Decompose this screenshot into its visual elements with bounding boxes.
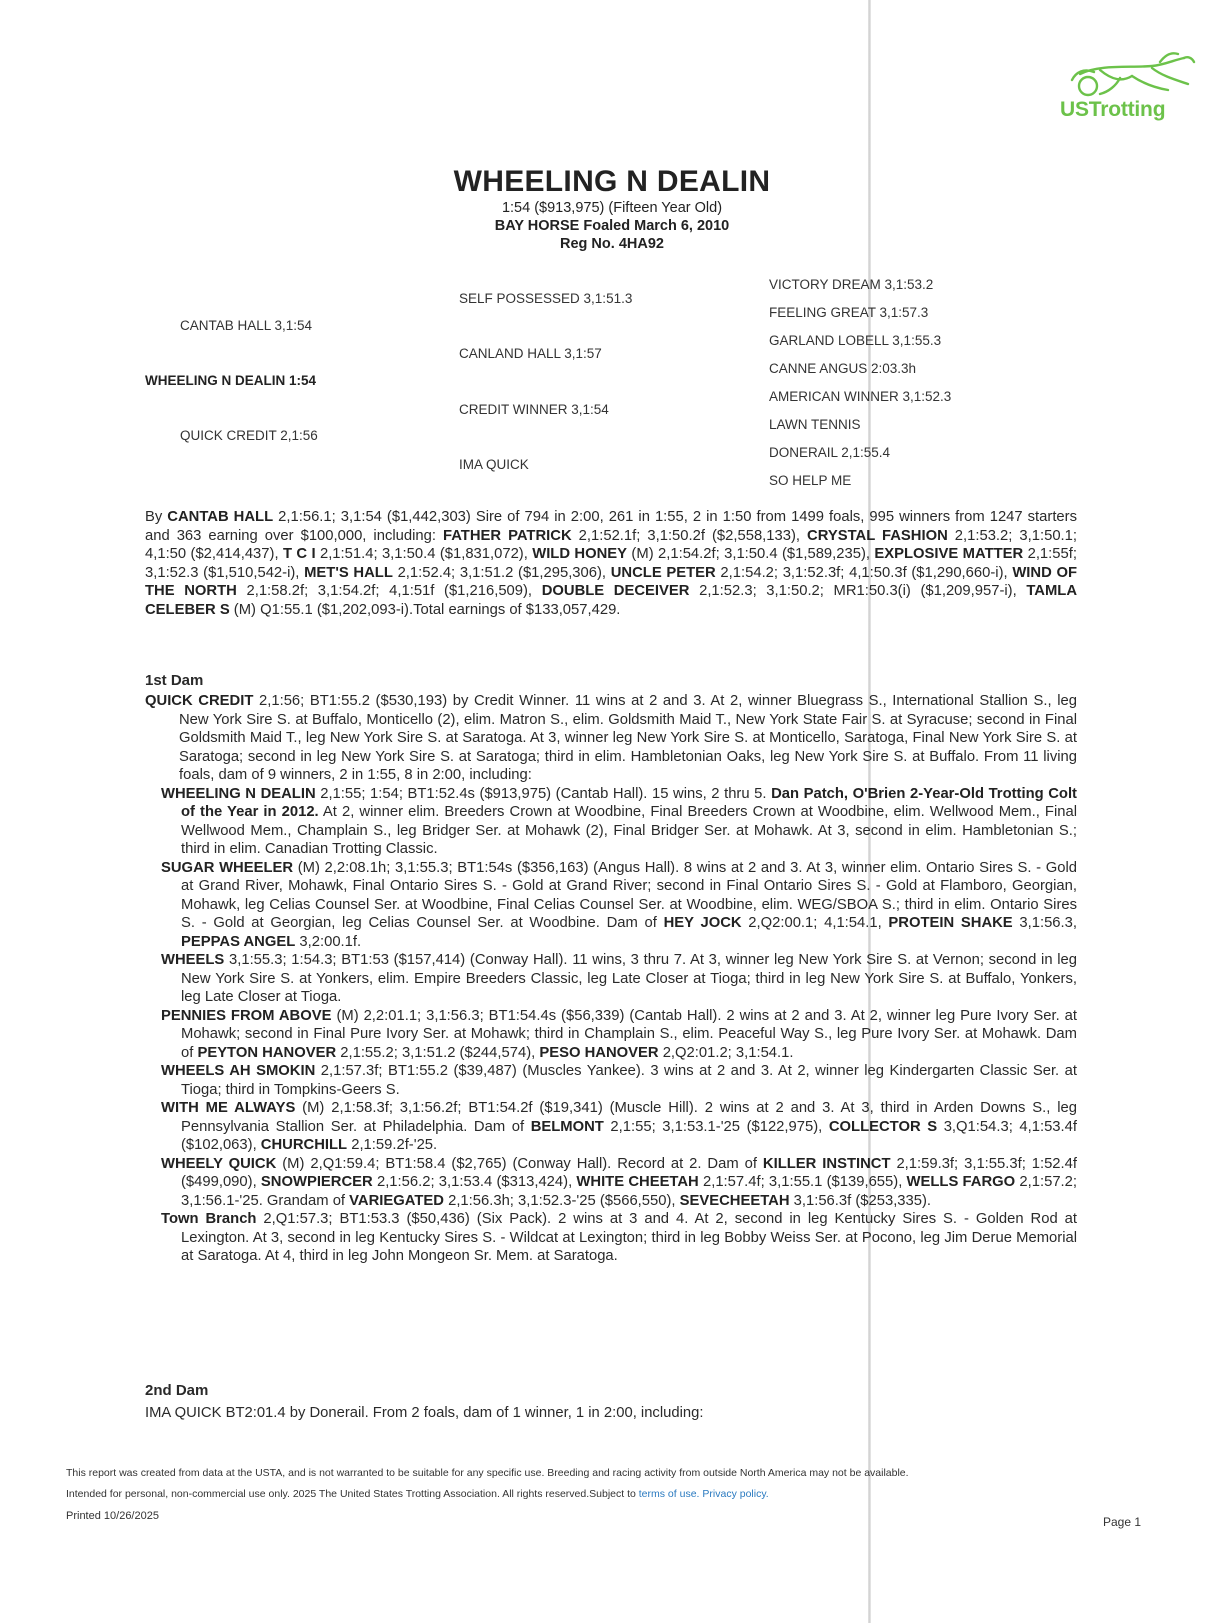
text: 2,1:56; BT1:55.2 ($530,193) by Credit Winner. 11 wins at 2 and 3. At 2, winner Bluegrass S., International Stallion S., leg New York Sire S. at Buffalo, Monticello (2), elim. Matron S., elim. Goldsmith Maid T., New York State Fair S. at Syracuse; second in Final Goldsmith Maid T., leg New York Sire S. at Saratoga. At 3, winner leg New York Sire S. at Monticello, Saratoga, Final New York Sire S. at Saratoga; second in leg New York Sire S. at Saratoga; third in elim. Hambletonian Oaks, leg New York Sire S. at Buffalo. From 11 living foals, dam of 9 winners, 2 in 1:55, 8 in 2:00, including: <box>179 693 1077 783</box>
text: By <box>145 509 168 525</box>
printed-date: Printed 10/26/2025 <box>66 1510 159 1522</box>
copyright-text: Intended for personal, non-commercial use only. 2025 The United States Trotting Association. All rights reserved.Subject to <box>66 1488 639 1500</box>
second-dam-paragraph: IMA QUICK BT2:01.4 by Donerail. From 2 foals, dam of 1 winner, 1 in 2:00, including: <box>145 1405 704 1421</box>
horse-name: HEY JOCK <box>663 915 742 931</box>
text: 2,1:55; 1:54; BT1:52.4s ($913,975) (Cantab Hall). 15 wins, 2 thru 5. <box>315 785 772 802</box>
text: 3,1:55.3; 1:54.3; BT1:53 ($157,414) (Conway Hall). 11 wins, 3 thru 7. At 3, winner leg New York Sire S. at Vernon; second in leg New York Sire S. at Yonkers, elim. Empire Breeders Classic, leg Late Closer at Tioga; third in leg New York Sire S. at Buffalo, Yonkers, leg Late Closer at Tioga. <box>181 952 1077 1005</box>
horse-name: WHEELY QUICK <box>161 1155 277 1172</box>
foal-entry <box>161 859 1077 952</box>
text: 2,1:55f; 3,1:52.3 ($1,510,542-i), <box>145 546 1077 581</box>
text: 2,1:57.2; 3,1:56.1-'25. Grandam of <box>181 1174 1078 1209</box>
horse-name: WILD HONEY <box>532 546 628 562</box>
text: 2,1:52.4; 3,1:51.2 ($1,295,306), <box>392 564 611 581</box>
horse-title: WHEELING N DEALIN <box>453 165 771 198</box>
horse-name: CANTAB HALL <box>167 509 274 525</box>
horse-name: DOUBLE DECEIVER <box>541 583 690 599</box>
horse-name: CHURCHILL <box>260 1137 348 1153</box>
horse-name: T C I <box>282 546 316 562</box>
copyright-line <box>66 1488 769 1500</box>
report-header <box>0 165 1224 253</box>
award-text: Dan Patch, O'Brien 2-Year-Old Trotting Colt of the Year in 2012. <box>181 785 1077 820</box>
description-line: BAY HORSE Foaled March 6, 2010 <box>494 218 730 234</box>
text: 2,1:58.2f; 3,1:54.2f; 4,1:51f ($1,216,509), <box>236 583 542 599</box>
terms-of-use-link[interactable]: terms of use. <box>638 1488 700 1500</box>
horse-name: COLLECTOR S <box>828 1118 938 1135</box>
text: 2,1:57.4f; 3,1:55.1 ($139,655), <box>698 1174 907 1190</box>
foal-entry <box>161 785 1077 859</box>
text: 3,1:56.3, <box>1012 915 1077 931</box>
text: 3,Q1:54.3; 4,1:53.4f ($102,063), <box>181 1118 1077 1153</box>
horse-name: CRYSTAL FASHION <box>807 527 948 544</box>
pedigree-dam: QUICK CREDIT 2,1:56 <box>180 428 318 443</box>
horse-name: WITH ME ALWAYS <box>161 1100 296 1116</box>
text: 2,1:55; 3,1:53.1-'25 ($122,975), <box>603 1118 829 1135</box>
pedigree-dam-dam: IMA QUICK <box>459 457 529 472</box>
second-dam-heading: 2nd Dam <box>145 1382 209 1399</box>
horse-name: KILLER INSTINCT <box>762 1155 891 1172</box>
horse-name: WHITE CHEETAH <box>576 1174 699 1190</box>
foal-entry <box>161 1062 1077 1099</box>
first-dam-section <box>145 692 1077 1266</box>
text: 2,1:59.3f; 3,1:55.3f; 1:52.4f ($499,090), <box>181 1155 1077 1190</box>
horse-name: WHEELING N DEALIN <box>161 785 316 802</box>
text: 2,1:56.1; 3,1:54 ($1,442,303) Sire of 794 in 2:00, 261 in 1:55, 2 in 1:50 from 1499 foals, 995 winners from 1247 starters and 363 earning over $100,000, including: <box>145 509 1077 544</box>
text: (M) 2,1:58.3f; 3,1:56.2f; BT1:54.2f ($19,341) (Muscle Hill). 2 wins at 2 and 3. At 3, third in Arden Downs S., leg Pennsylvania Stallion Ser. at Philadelphia. Dam of <box>181 1100 1077 1135</box>
text: (M) 2,1:54.2f; 3,1:50.4 ($1,589,235), <box>627 546 875 562</box>
pedigree-ssd: FEELING GREAT 3,1:57.3 <box>769 305 929 320</box>
horse-name: QUICK CREDIT <box>145 693 254 709</box>
privacy-policy-link[interactable]: Privacy policy. <box>702 1488 769 1500</box>
pedigree-sss: VICTORY DREAM 3,1:53.2 <box>769 277 934 292</box>
page-number: Page 1 <box>1103 1515 1142 1529</box>
foal-entry <box>161 1099 1077 1155</box>
text: 2,1:56.2; 3,1:53.4 ($313,424), <box>372 1174 577 1190</box>
pedigree-dam-sire: CREDIT WINNER 3,1:54 <box>459 402 609 417</box>
text: (M) 2,2:08.1h; 3,1:55.3; BT1:54s ($356,163) (Angus Hall). 8 wins at 2 and 3. At 3, winner elim. Ontario Sires S. - Gold at Grand River, Mohawk, Final Ontario Sires S. - Gold at Grand River; second in Final Ontario Sires S. - Gold at Flamboro, Georgian, Mohawk, leg Celias Counsel Ser. at Woodbine, Final Celias Counsel Ser. at Woodbine, elim. WEG/SBOA S.; third in elim. Ontario Sires S. - Gold at Georgian, leg Celias Counsel Ser. at Woodbine. Dam of <box>181 859 1077 931</box>
text: 2,Q2:01.2; 3,1:54.1. <box>658 1044 794 1061</box>
horse-name: PEYTON HANOVER <box>197 1044 337 1061</box>
pedigree-subject: WHEELING N DEALIN 1:54 <box>145 373 317 388</box>
text: At 2, winner elim. Breeders Crown at Woodbine, Final Breeders Crown at Woodbine, elim. Wellwood Mem., Final Wellwood Mem., Champlain S., leg Bridger Ser. at Mohawk (2), Final Bridger Ser. at Mohawk. At 3, second in elim. Hambletonian S.; third in elim. Canadian Trotting Classic. <box>181 804 1077 857</box>
registration-line: Reg No. 4HA92 <box>560 236 664 252</box>
horse-name: VARIEGATED <box>349 1192 444 1209</box>
text: 3,2:00.1f. <box>295 933 362 950</box>
sire-paragraph <box>145 508 1077 619</box>
pedigree-dss: AMERICAN WINNER 3,1:52.3 <box>769 389 952 404</box>
text: 2,1:54.2; 3,1:52.3f; 4,1:50.3f ($1,290,660-i), <box>715 564 1013 581</box>
horse-name: BELMONT <box>530 1118 604 1135</box>
pedigree-sire-sire: SELF POSSESSED 3,1:51.3 <box>459 291 633 306</box>
text: 2,Q2:00.1; 4,1:54.1, <box>741 915 889 931</box>
horse-name: SUGAR WHEELER <box>161 859 294 876</box>
text: 2,1:55.2; 3,1:51.2 ($244,574), <box>336 1044 540 1061</box>
text: 3,1:56.3f ($253,335). <box>789 1192 932 1209</box>
horse-name: SEVECHEETAH <box>679 1192 790 1209</box>
horse-name: WHEELS <box>161 952 225 968</box>
pedigree-sire: CANTAB HALL 3,1:54 <box>180 318 313 333</box>
horse-name: Town Branch <box>161 1211 257 1227</box>
text: (M) 2,Q1:59.4; BT1:58.4 ($2,765) (Conway Hall). Record at 2. Dam of <box>276 1155 763 1172</box>
horse-name: TAMLA CELEBER S <box>145 583 1078 618</box>
pedigree-ddd: SO HELP ME <box>769 473 852 488</box>
horse-name: WELLS FARGO <box>906 1174 1016 1190</box>
text: (M) 2,2:01.1; 3,1:56.3; BT1:54.4s ($56,339) (Cantab Hall). 2 wins at 2 and 3. At 2, winner leg Pure Ivory Ser. at Mohawk; second in Final Pure Ivory Ser. at Mohawk; third in Champlain S., elim. Peaceful Way S., leg Pure Ivory Ser. at Mohawk. Dam of <box>181 1007 1077 1061</box>
pedigree-sds: GARLAND LOBELL 3,1:55.3 <box>769 333 942 348</box>
horse-name: PENNIES FROM ABOVE <box>161 1007 332 1024</box>
horse-name: PESO HANOVER <box>539 1044 659 1061</box>
horse-name: MET'S HALL <box>304 564 393 581</box>
text: 2,1:51.4; 3,1:50.4 ($1,831,072), <box>315 546 533 562</box>
horse-name: FATHER PATRICK <box>442 527 572 544</box>
horse-name: WIND OF THE NORTH <box>145 564 1077 599</box>
trotting-horse-icon <box>1060 50 1200 100</box>
foal-entry <box>161 1007 1077 1063</box>
text: 2,1:52.1f; 3,1:50.2f ($2,558,133), <box>571 527 808 544</box>
ustrotting-logo <box>1060 50 1200 122</box>
text: 2,1:57.3f; BT1:55.2 ($39,487) (Muscles Yankee). 3 wins at 2 and 3. At 2, winner leg Kindergarten Classic Ser. at Tioga; third in Tompkins-Geers S. <box>181 1063 1077 1098</box>
horse-name: WHEELS AH SMOKIN <box>161 1063 316 1079</box>
pedigree-sdd: CANNE ANGUS 2:03.3h <box>769 361 917 376</box>
first-dam-paragraph <box>145 692 1077 785</box>
foal-entry <box>161 1155 1077 1211</box>
text: 2,1:52.3; 3,1:50.2; MR1:50.3(i) ($1,209,957-i), <box>689 583 1027 599</box>
record-line: 1:54 ($913,975) (Fifteen Year Old) <box>501 200 723 216</box>
pedigree-dsd: LAWN TENNIS <box>769 417 861 432</box>
foal-entry <box>161 951 1077 1007</box>
horse-name: SNOWPIERCER <box>260 1174 373 1190</box>
text: 2,1:53.2; 3,1:50.1; 4,1:50 ($2,414,437), <box>145 527 1077 562</box>
horse-name: PEPPAS ANGEL <box>181 933 296 950</box>
pedigree-sire-dam: CANLAND HALL 3,1:57 <box>459 346 602 361</box>
logo-text: USTrotting <box>1060 98 1166 121</box>
first-dam-heading: 1st Dam <box>145 672 204 689</box>
text: 2,1:56.3h; 3,1:52.3-'25 ($566,550), <box>443 1192 680 1209</box>
text: 2,1:59.2f-'25. <box>347 1137 438 1153</box>
horse-name: UNCLE PETER <box>610 564 716 581</box>
text: (M) Q1:55.1 ($1,202,093-i).Total earnings of $133,057,429. <box>229 601 621 618</box>
text: 2,Q1:57.3; BT1:53.3 ($50,436) (Six Pack). 2 wins at 3 and 4. At 2, second in leg Kentucky Sires S. - Golden Rod at Lexington. At 3, second in leg Kentucky Sires S. - Wildcat at Lexington; third in leg Bobby Weiss Ser. at Pocono, leg Jim Derue Memorial at Saratoga. At 4, third in leg John Mongeon Sr. Mem. at Saratoga. <box>181 1211 1077 1264</box>
disclaimer-line: This report was created from data at the USTA, and is not warranted to be suitable for any specific use. Breeding and racing activity from outside North America may not be available. <box>66 1467 909 1479</box>
horse-name: PROTEIN SHAKE <box>888 915 1013 931</box>
pedigree-dds: DONERAIL 2,1:55.4 <box>769 445 891 460</box>
foal-entry <box>161 1210 1077 1266</box>
horse-name: EXPLOSIVE MATTER <box>874 546 1024 562</box>
